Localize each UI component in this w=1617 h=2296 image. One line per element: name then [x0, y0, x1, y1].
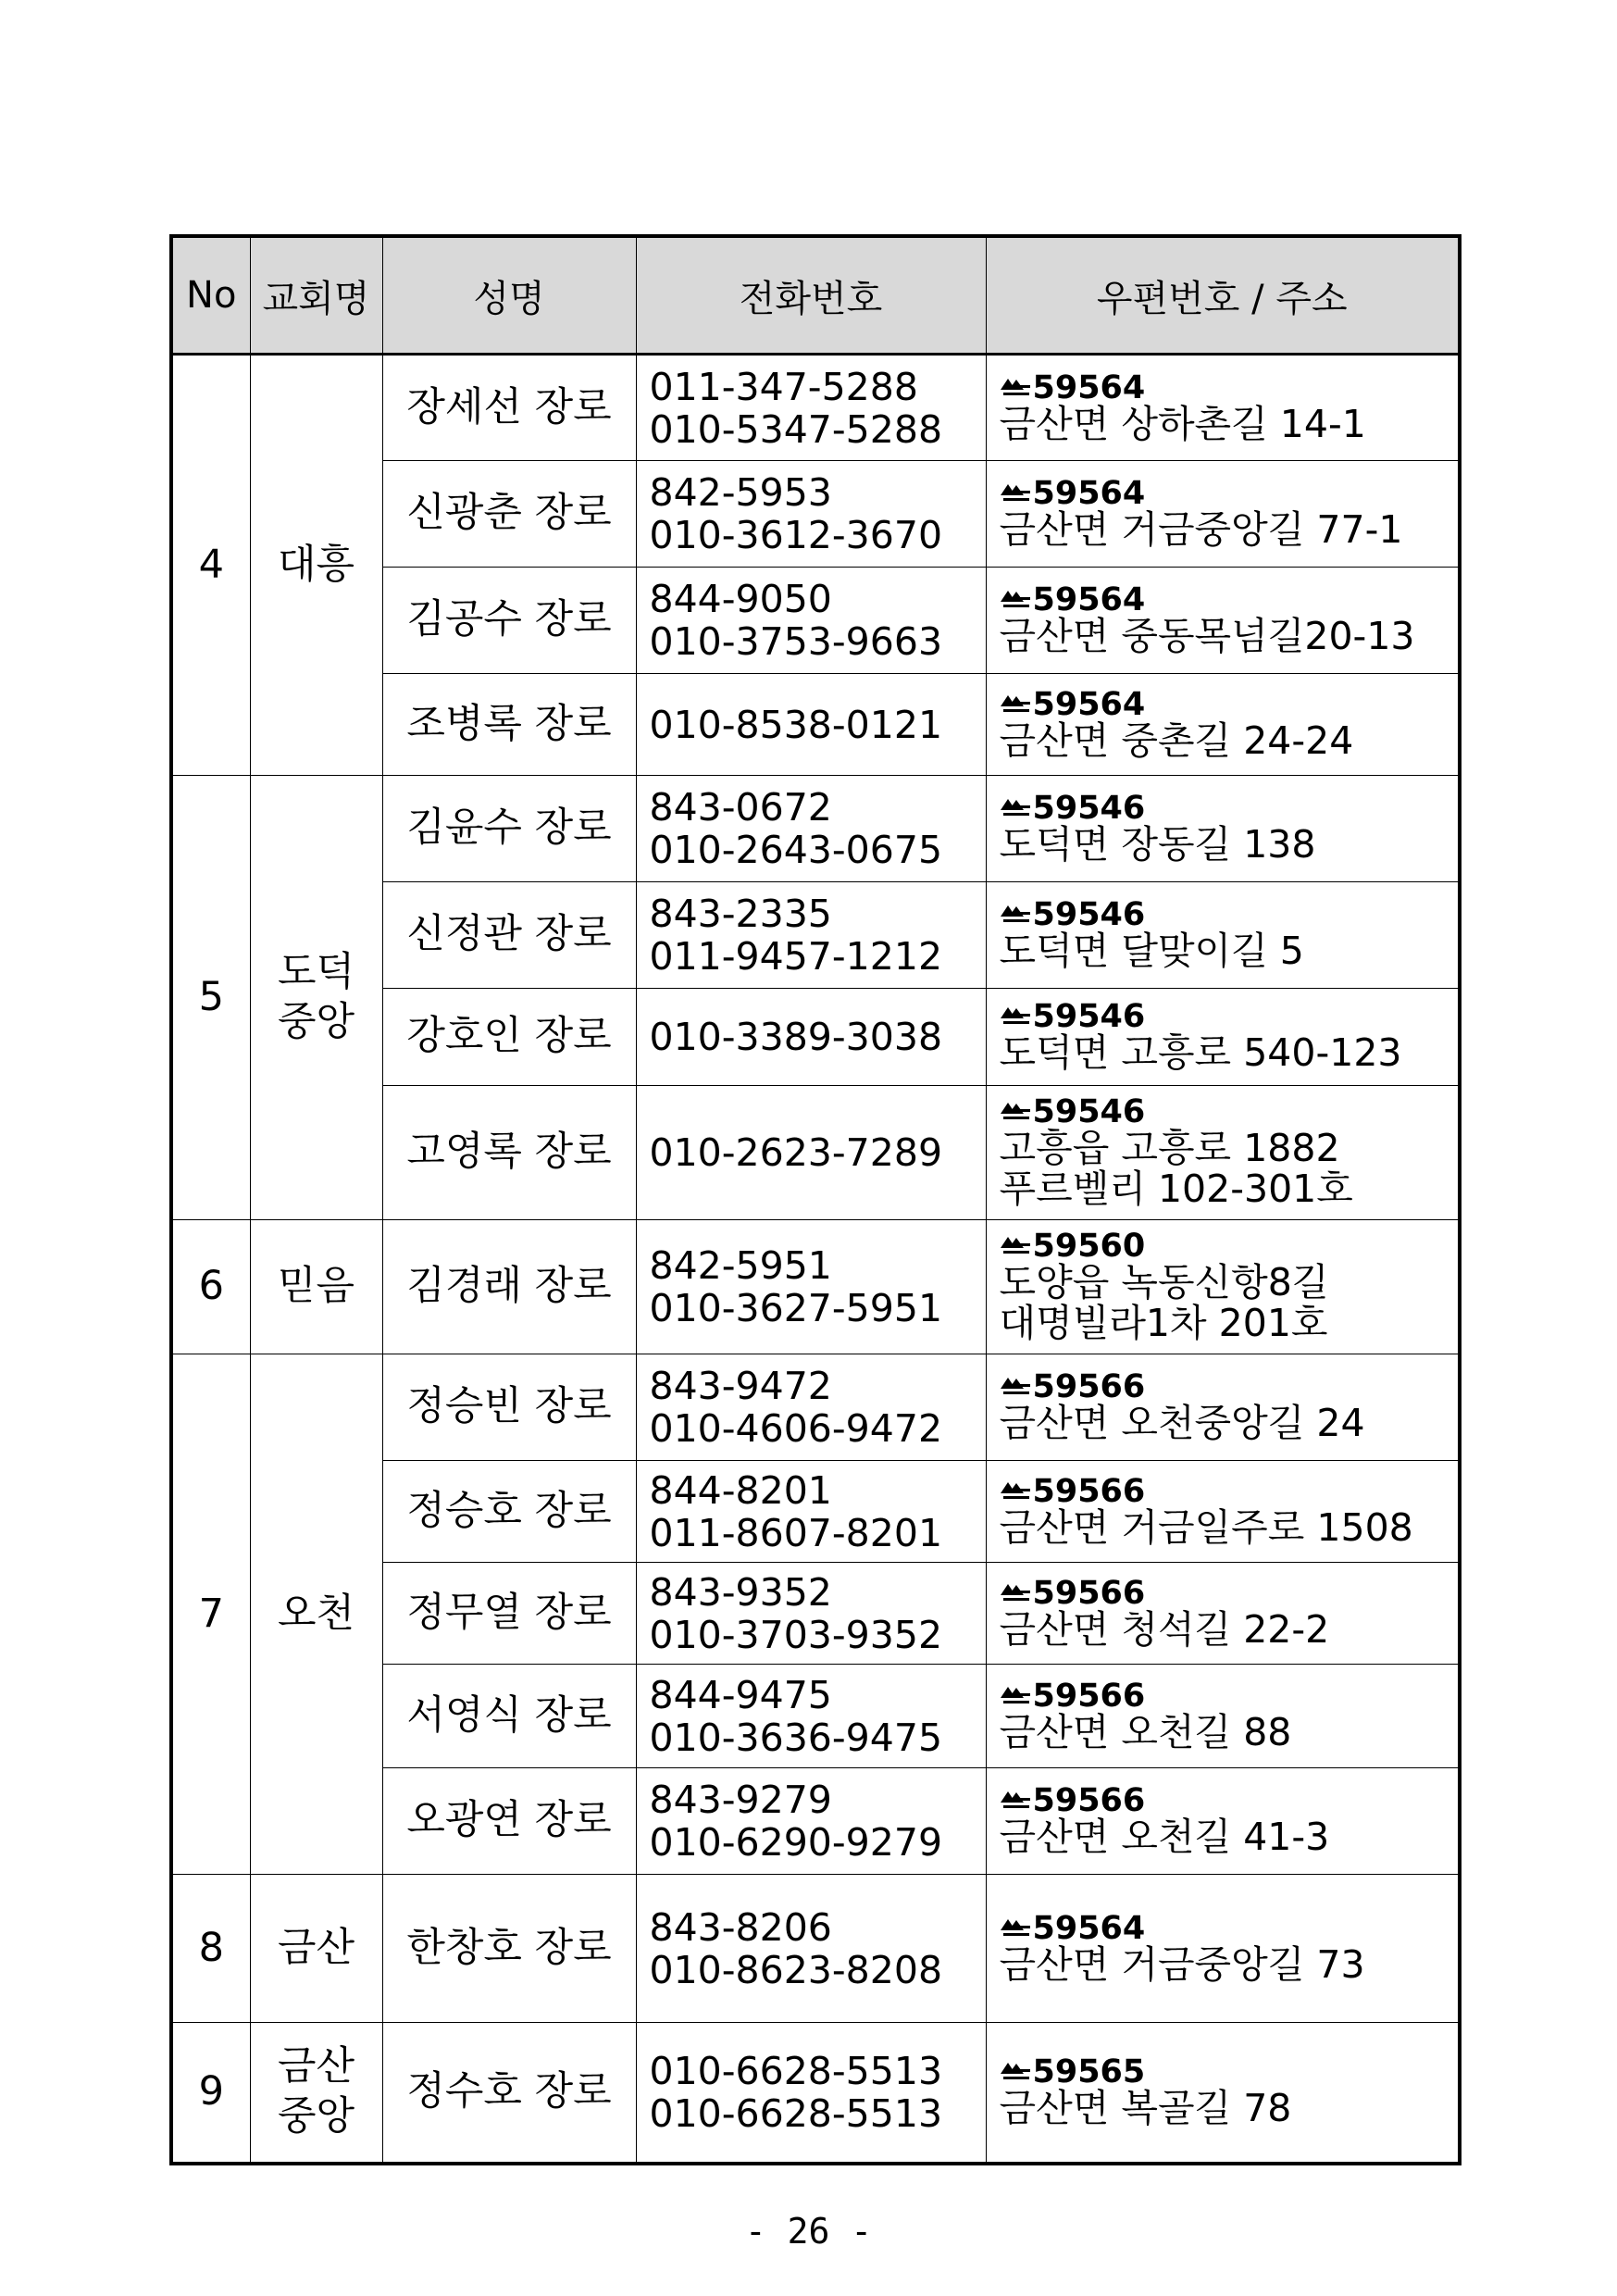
church-name-cell — [250, 2023, 382, 2164]
postal-mark-icon — [1000, 589, 1031, 609]
church-number: 7 — [171, 1354, 250, 1875]
address-line: 금산면 청석길 22-2 — [999, 1606, 1330, 1652]
address-cell — [986, 882, 1460, 989]
address-cell — [986, 568, 1460, 674]
postal-code: 59566 — [1032, 1782, 1146, 1819]
postal-mark-icon — [1000, 1005, 1031, 1026]
church-name: 금산 중앙 — [277, 2043, 355, 2140]
church-name-cell — [250, 776, 382, 1220]
phone-number: 010-2623-7289 — [649, 1130, 943, 1175]
phone-cell — [636, 882, 986, 989]
church-number: 4 — [171, 355, 250, 776]
postal-code: 59566 — [1032, 1574, 1146, 1612]
phone-cell — [636, 1768, 986, 1875]
address-cell — [986, 1665, 1460, 1768]
postal-code: 59565 — [1032, 2053, 1146, 2090]
postal-mark-icon — [1000, 1480, 1031, 1501]
header-address: 우편번호 / 주소 — [986, 236, 1460, 355]
postal-mark-icon — [1000, 1376, 1031, 1396]
header-no: No — [171, 236, 250, 355]
elder-name: 김윤수 장로 — [382, 776, 636, 882]
address-line: 도덕면 달맞이길 5 — [999, 929, 1304, 973]
postal-code: 59566 — [1032, 1677, 1146, 1715]
phone-cell — [636, 1461, 986, 1563]
postal-code-line — [1000, 2053, 1459, 2090]
postal-code-line — [1000, 581, 1459, 618]
page-number: - 26 - — [744, 2211, 873, 2252]
phone-number: 010-5347-5288 — [649, 406, 943, 452]
header-name: 성명 — [382, 236, 636, 355]
address-line: 푸르벨리 102-301호 — [999, 1167, 1353, 1211]
elder-name: 정수호 장로 — [382, 2023, 636, 2164]
church-number: 5 — [171, 776, 250, 1220]
address-line: 금산면 중동목넘길20-13 — [999, 614, 1415, 658]
elder-name: 정무열 장로 — [382, 1563, 636, 1665]
postal-code-line — [1000, 1782, 1459, 1819]
header-church: 교회명 — [250, 236, 382, 355]
phone-number: 843-9472 — [649, 1364, 832, 1408]
church-number: 9 — [171, 2023, 250, 2164]
phone-number: 010-4606-9472 — [649, 1406, 943, 1451]
phone-number: 011-9457-1212 — [649, 934, 943, 979]
phone-number: 010-3703-9352 — [649, 1612, 943, 1657]
elder-name: 고영록 장로 — [382, 1086, 636, 1220]
postal-mark-icon — [1000, 693, 1031, 714]
phone-number: 010-8538-0121 — [649, 702, 943, 747]
phone-number: 843-2335 — [649, 892, 832, 936]
phone-cell — [636, 1086, 986, 1220]
church-name: 믿음 — [277, 1263, 355, 1310]
postal-mark-icon — [1000, 1235, 1031, 1255]
address-cell — [986, 776, 1460, 882]
postal-code: 59546 — [1032, 998, 1146, 1035]
address-cell — [986, 1563, 1460, 1665]
address-cell — [986, 1875, 1460, 2023]
address-line: 고흥읍 고흥로 1882 — [999, 1126, 1340, 1170]
elder-name: 김경래 장로 — [382, 1220, 636, 1354]
elder-name: 한창호 장로 — [382, 1875, 636, 2023]
address-cell — [986, 989, 1460, 1086]
address-cell — [986, 674, 1460, 776]
phone-cell — [636, 1875, 986, 2023]
phone-cell — [636, 776, 986, 882]
postal-mark-icon — [1000, 1685, 1031, 1705]
elder-name: 정승빈 장로 — [382, 1354, 636, 1461]
church-name: 도덕 중앙 — [277, 948, 355, 1045]
address-line: 금산면 거금중앙길 73 — [999, 1941, 1365, 1987]
phone-number: 010-3389-3038 — [649, 1015, 943, 1059]
phone-number: 843-8206 — [649, 1904, 832, 1950]
table-body — [171, 355, 1460, 2164]
phone-number: 010-3627-5951 — [649, 1286, 943, 1330]
postal-mark-icon — [1000, 2061, 1031, 2081]
phone-cell — [636, 674, 986, 776]
table-row — [171, 355, 1460, 461]
postal-code: 59546 — [1032, 1093, 1146, 1130]
church-name: 대흥 — [277, 541, 355, 588]
elder-name: 김공수 장로 — [382, 568, 636, 674]
phone-cell — [636, 1354, 986, 1461]
postal-mark-icon — [1000, 904, 1031, 924]
church-name-cell — [250, 1354, 382, 1875]
phone-number: 011-8607-8201 — [649, 1510, 943, 1555]
phone-number: 844-9475 — [649, 1672, 832, 1717]
phone-number: 010-6628-5513 — [649, 2048, 943, 2093]
table-row — [171, 1875, 1460, 2023]
phone-cell — [636, 989, 986, 1086]
postal-code-line — [1000, 1574, 1459, 1612]
postal-code-line — [1000, 896, 1459, 933]
postal-mark-icon — [1000, 1101, 1031, 1121]
phone-number: 843-9352 — [649, 1569, 832, 1615]
postal-code: 59566 — [1032, 1368, 1146, 1405]
address-cell — [986, 1086, 1460, 1220]
postal-code-line — [1000, 475, 1459, 512]
postal-mark-icon — [1000, 482, 1031, 503]
postal-code-line — [1000, 1909, 1459, 1947]
phone-number: 842-5953 — [649, 470, 832, 515]
phone-number: 010-3612-3670 — [649, 513, 943, 557]
address-line: 금산면 거금일주로 1508 — [999, 1504, 1413, 1550]
postal-code: 59564 — [1032, 475, 1146, 512]
elder-name: 정승호 장로 — [382, 1461, 636, 1563]
postal-code: 59546 — [1032, 896, 1146, 933]
phone-number: 842-5951 — [649, 1243, 832, 1288]
address-line: 도덕면 고흥로 540-123 — [999, 1030, 1402, 1075]
header-row — [171, 236, 1460, 355]
address-line: 금산면 오천길 88 — [999, 1709, 1292, 1754]
church-name-cell — [250, 355, 382, 776]
postal-mark-icon — [1000, 797, 1031, 817]
postal-code: 59564 — [1032, 685, 1146, 723]
header-phone: 전화번호 — [636, 236, 986, 355]
address-cell — [986, 1768, 1460, 1875]
phone-number: 010-6290-9279 — [649, 1820, 943, 1865]
church-number: 6 — [171, 1220, 250, 1354]
church-name: 오천 — [277, 1590, 355, 1637]
postal-code-line — [1000, 1228, 1459, 1265]
address-line: 금산면 오천중앙길 24 — [999, 1401, 1365, 1445]
elder-name: 강호인 장로 — [382, 989, 636, 1086]
postal-code: 59564 — [1032, 368, 1146, 406]
postal-code-line — [1000, 368, 1459, 406]
postal-code-line — [1000, 1472, 1459, 1510]
address-line: 금산면 오천길 41-3 — [999, 1815, 1330, 1859]
postal-mark-icon — [1000, 1790, 1031, 1810]
phone-number: 843-0672 — [649, 785, 832, 830]
phone-cell — [636, 1665, 986, 1768]
table-row — [171, 1220, 1460, 1354]
phone-number: 844-9050 — [649, 577, 832, 621]
phone-cell — [636, 2023, 986, 2164]
elder-name: 신정관 장로 — [382, 882, 636, 989]
phone-number: 843-9279 — [649, 1778, 832, 1822]
table-row — [171, 1354, 1460, 1461]
church-name: 금산 — [277, 1924, 355, 1971]
phone-cell — [636, 461, 986, 568]
postal-code: 59566 — [1032, 1472, 1146, 1510]
phone-number: 010-3753-9663 — [649, 619, 943, 664]
address-line: 금산면 상하촌길 14-1 — [999, 401, 1366, 446]
address-cell — [986, 1461, 1460, 1563]
address-line: 도덕면 장동길 138 — [999, 822, 1316, 867]
phone-cell — [636, 1220, 986, 1354]
table-header — [171, 236, 1460, 355]
postal-code-line — [1000, 1368, 1459, 1405]
postal-code-line — [1000, 1093, 1459, 1130]
postal-mark-icon — [1000, 377, 1031, 397]
elder-name: 신광춘 장로 — [382, 461, 636, 568]
phone-cell — [636, 355, 986, 461]
contact-directory-table — [169, 234, 1462, 2165]
elder-name: 서영식 장로 — [382, 1665, 636, 1768]
phone-number: 010-8623-8208 — [649, 1947, 943, 1992]
postal-code-line — [1000, 1677, 1459, 1715]
postal-code-line — [1000, 790, 1459, 827]
postal-mark-icon — [1000, 1917, 1031, 1938]
address-line: 금산면 거금중앙길 77-1 — [999, 507, 1403, 552]
church-name-cell — [250, 1220, 382, 1354]
church-number: 8 — [171, 1875, 250, 2023]
postal-code: 59564 — [1032, 581, 1146, 618]
postal-mark-icon — [1000, 1582, 1031, 1603]
phone-number: 844-8201 — [649, 1467, 832, 1513]
phone-number: 011-347-5288 — [649, 364, 918, 409]
address-line: 금산면 중촌길 24-24 — [999, 718, 1354, 763]
address-cell — [986, 461, 1460, 568]
postal-code-line — [1000, 685, 1459, 723]
phone-cell — [636, 568, 986, 674]
phone-number: 010-3636-9475 — [649, 1715, 943, 1760]
church-name-cell — [250, 1875, 382, 2023]
address-cell — [986, 1220, 1460, 1354]
elder-name: 오광연 장로 — [382, 1768, 636, 1875]
postal-code: 59560 — [1032, 1228, 1146, 1265]
postal-code-line — [1000, 998, 1459, 1035]
phone-number: 010-2643-0675 — [649, 828, 943, 872]
address-line: 대명빌라1차 201호 — [999, 1301, 1328, 1345]
address-cell — [986, 1354, 1460, 1461]
postal-code: 59564 — [1032, 1909, 1146, 1947]
phone-number: 010-6628-5513 — [649, 2090, 943, 2136]
phone-cell — [636, 1563, 986, 1665]
elder-name: 장세선 장로 — [382, 355, 636, 461]
table-row — [171, 776, 1460, 882]
elder-name: 조병록 장로 — [382, 674, 636, 776]
address-cell — [986, 2023, 1460, 2164]
address-line: 도양읍 녹동신항8길 — [999, 1260, 1329, 1304]
table-row — [171, 2023, 1460, 2164]
address-line: 금산면 복골길 78 — [999, 2085, 1292, 2130]
address-cell — [986, 355, 1460, 461]
postal-code: 59546 — [1032, 790, 1146, 827]
